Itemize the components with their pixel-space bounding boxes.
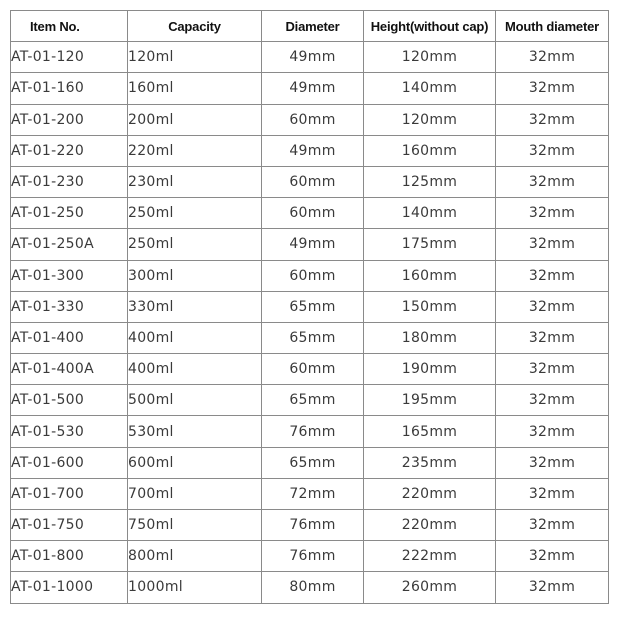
cell-item-no: AT-01-120	[11, 42, 128, 73]
cell-height: 150mm	[364, 291, 496, 322]
cell-capacity: 230ml	[128, 166, 262, 197]
table-row	[11, 166, 609, 197]
cell-height: 260mm	[364, 572, 496, 603]
table-row	[11, 510, 609, 541]
cell-mouth-diameter: 32mm	[496, 198, 609, 229]
cell-item-no: AT-01-530	[11, 416, 128, 447]
cell-capacity: 800ml	[128, 541, 262, 572]
cell-diameter: 60mm	[262, 166, 364, 197]
header-diameter: Diameter	[262, 11, 364, 42]
cell-mouth-diameter: 32mm	[496, 104, 609, 135]
cell-diameter: 49mm	[262, 229, 364, 260]
cell-height: 120mm	[364, 104, 496, 135]
table-row	[11, 447, 609, 478]
cell-mouth-diameter: 32mm	[496, 229, 609, 260]
cell-height: 165mm	[364, 416, 496, 447]
cell-item-no: AT-01-230	[11, 166, 128, 197]
cell-capacity: 700ml	[128, 478, 262, 509]
cell-item-no: AT-01-1000	[11, 572, 128, 603]
cell-diameter: 60mm	[262, 260, 364, 291]
cell-capacity: 1000ml	[128, 572, 262, 603]
cell-diameter: 76mm	[262, 541, 364, 572]
cell-item-no: AT-01-220	[11, 135, 128, 166]
cell-item-no: AT-01-250A	[11, 229, 128, 260]
cell-item-no: AT-01-200	[11, 104, 128, 135]
cell-item-no: AT-01-330	[11, 291, 128, 322]
cell-height: 140mm	[364, 73, 496, 104]
cell-height: 190mm	[364, 354, 496, 385]
cell-mouth-diameter: 32mm	[496, 541, 609, 572]
table-row	[11, 229, 609, 260]
cell-diameter: 80mm	[262, 572, 364, 603]
cell-diameter: 76mm	[262, 510, 364, 541]
table-row	[11, 42, 609, 73]
cell-height: 180mm	[364, 322, 496, 353]
table-row	[11, 135, 609, 166]
table-row	[11, 73, 609, 104]
cell-capacity: 160ml	[128, 73, 262, 104]
table-row	[11, 198, 609, 229]
cell-diameter: 49mm	[262, 73, 364, 104]
cell-item-no: AT-01-400	[11, 322, 128, 353]
cell-item-no: AT-01-500	[11, 385, 128, 416]
table-row	[11, 541, 609, 572]
cell-height: 175mm	[364, 229, 496, 260]
cell-diameter: 60mm	[262, 198, 364, 229]
cell-capacity: 220ml	[128, 135, 262, 166]
table-row	[11, 416, 609, 447]
cell-mouth-diameter: 32mm	[496, 478, 609, 509]
cell-capacity: 400ml	[128, 354, 262, 385]
table-row	[11, 354, 609, 385]
header-row	[11, 11, 609, 42]
cell-item-no: AT-01-300	[11, 260, 128, 291]
cell-item-no: AT-01-750	[11, 510, 128, 541]
cell-item-no: AT-01-400A	[11, 354, 128, 385]
table-row	[11, 260, 609, 291]
cell-capacity: 400ml	[128, 322, 262, 353]
cell-height: 235mm	[364, 447, 496, 478]
cell-mouth-diameter: 32mm	[496, 385, 609, 416]
cell-height: 160mm	[364, 135, 496, 166]
cell-mouth-diameter: 32mm	[496, 260, 609, 291]
cell-diameter: 60mm	[262, 104, 364, 135]
cell-height: 222mm	[364, 541, 496, 572]
cell-capacity: 750ml	[128, 510, 262, 541]
cell-item-no: AT-01-160	[11, 73, 128, 104]
spec-table-body	[11, 42, 609, 603]
cell-capacity: 250ml	[128, 198, 262, 229]
cell-height: 120mm	[364, 42, 496, 73]
cell-capacity: 500ml	[128, 385, 262, 416]
cell-capacity: 330ml	[128, 291, 262, 322]
cell-diameter: 65mm	[262, 291, 364, 322]
header-mouth-diameter: Mouth diameter	[496, 11, 609, 42]
cell-diameter: 49mm	[262, 42, 364, 73]
cell-capacity: 200ml	[128, 104, 262, 135]
cell-mouth-diameter: 32mm	[496, 322, 609, 353]
header-capacity: Capacity	[128, 11, 262, 42]
cell-item-no: AT-01-600	[11, 447, 128, 478]
header-item-no: Item No.	[11, 11, 128, 42]
cell-capacity: 250ml	[128, 229, 262, 260]
cell-height: 220mm	[364, 478, 496, 509]
cell-height: 140mm	[364, 198, 496, 229]
cell-capacity: 120ml	[128, 42, 262, 73]
cell-mouth-diameter: 32mm	[496, 510, 609, 541]
table-row	[11, 104, 609, 135]
header-height: Height(without cap)	[364, 11, 496, 42]
cell-capacity: 300ml	[128, 260, 262, 291]
cell-mouth-diameter: 32mm	[496, 135, 609, 166]
spec-table-header	[11, 11, 609, 42]
cell-diameter: 65mm	[262, 322, 364, 353]
cell-mouth-diameter: 32mm	[496, 416, 609, 447]
cell-height: 125mm	[364, 166, 496, 197]
table-row	[11, 385, 609, 416]
cell-capacity: 600ml	[128, 447, 262, 478]
cell-capacity: 530ml	[128, 416, 262, 447]
cell-mouth-diameter: 32mm	[496, 166, 609, 197]
cell-mouth-diameter: 32mm	[496, 42, 609, 73]
cell-mouth-diameter: 32mm	[496, 291, 609, 322]
cell-diameter: 76mm	[262, 416, 364, 447]
cell-item-no: AT-01-700	[11, 478, 128, 509]
cell-mouth-diameter: 32mm	[496, 73, 609, 104]
cell-mouth-diameter: 32mm	[496, 354, 609, 385]
table-row	[11, 291, 609, 322]
cell-diameter: 65mm	[262, 385, 364, 416]
cell-diameter: 72mm	[262, 478, 364, 509]
table-row	[11, 572, 609, 603]
cell-mouth-diameter: 32mm	[496, 572, 609, 603]
cell-diameter: 65mm	[262, 447, 364, 478]
table-row	[11, 322, 609, 353]
cell-diameter: 60mm	[262, 354, 364, 385]
cell-height: 160mm	[364, 260, 496, 291]
spec-table	[10, 10, 609, 604]
cell-height: 220mm	[364, 510, 496, 541]
cell-item-no: AT-01-800	[11, 541, 128, 572]
cell-mouth-diameter: 32mm	[496, 447, 609, 478]
cell-diameter: 49mm	[262, 135, 364, 166]
cell-item-no: AT-01-250	[11, 198, 128, 229]
table-row	[11, 478, 609, 509]
cell-height: 195mm	[364, 385, 496, 416]
